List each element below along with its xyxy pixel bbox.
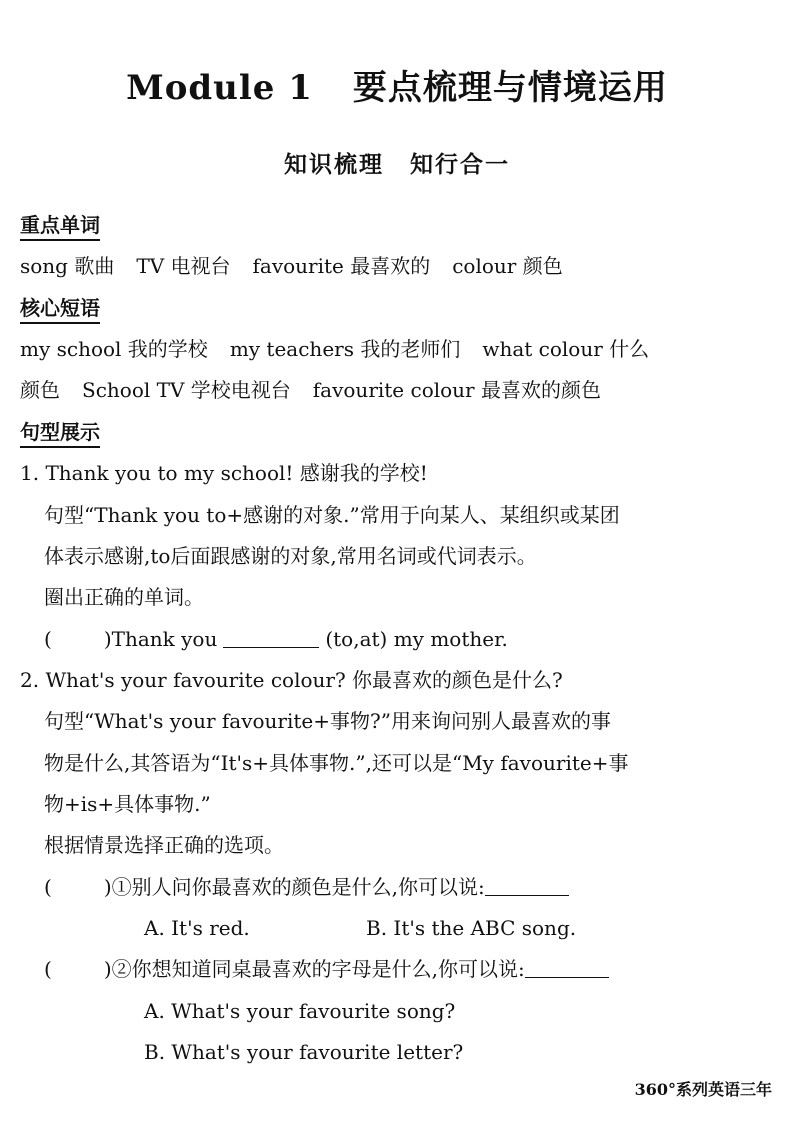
phrase-item: what colour 什么 bbox=[482, 337, 650, 361]
option-1b: B. It's the ABC song. bbox=[366, 916, 577, 940]
key-words-line bbox=[20, 253, 563, 279]
phrase-item: 颜色 bbox=[20, 378, 60, 402]
sentence-1-question bbox=[44, 626, 508, 652]
sentence-2-question-2 bbox=[44, 956, 609, 982]
title-module: Module 1 bbox=[126, 68, 313, 108]
subtitle-right: 知行合一 bbox=[410, 151, 510, 178]
section-subtitle bbox=[0, 146, 794, 179]
sentence-1-title: 1. Thank you to my school! 感谢我的学校! bbox=[20, 461, 428, 485]
sentence-2-title: 2. What's your favourite colour? 你最喜欢的颜色是什么? bbox=[20, 668, 563, 692]
fill-blank[interactable] bbox=[525, 959, 609, 978]
heading-sentence-patterns: 句型展示 bbox=[20, 420, 100, 448]
word-item: colour 颜色 bbox=[452, 254, 563, 278]
sentence-1-explain-2: 体表示感谢,to后面跟感谢的对象,常用名词或代词表示。 bbox=[44, 544, 537, 568]
question-text: )Thank you bbox=[103, 627, 218, 651]
heading-core-phrases: 核心短语 bbox=[20, 296, 100, 324]
title-chinese: 要点梳理与情境运用 bbox=[352, 68, 668, 108]
question-text: )①别人问你最喜欢的颜色是什么,你可以说: bbox=[103, 875, 485, 899]
phrase-item: my teachers 我的老师们 bbox=[229, 337, 461, 361]
fill-blank[interactable] bbox=[485, 877, 569, 896]
sentence-2-explain-2: 物是什么,其答语为“It's+具体事物.”,还可以是“My favourite+事 bbox=[44, 751, 629, 775]
option-2b: B. What's your favourite letter? bbox=[144, 1040, 464, 1064]
heading-key-words: 重点单词 bbox=[20, 213, 100, 241]
option-2a: A. What's your favourite song? bbox=[144, 999, 456, 1023]
word-item: favourite 最喜欢的 bbox=[252, 254, 431, 278]
phrase-item: my school 我的学校 bbox=[20, 337, 208, 361]
word-item: song 歌曲 bbox=[20, 254, 115, 278]
sentence-1-explain-1: 句型“Thank you to+感谢的对象.”常用于向某人、某组织或某团 bbox=[44, 503, 620, 527]
sentence-2-explain-1: 句型“What's your favourite+事物?”用来询问别人最喜欢的事 bbox=[44, 709, 611, 733]
phrases-line-1 bbox=[20, 336, 649, 362]
phrases-line-2 bbox=[20, 377, 601, 403]
sentence-1-task: 圈出正确的单词。 bbox=[44, 585, 204, 609]
answer-paren-open: ( bbox=[44, 875, 52, 899]
option-1a: A. It's red. bbox=[144, 916, 250, 940]
phrase-item: favourite colour 最喜欢的颜色 bbox=[312, 378, 601, 402]
sentence-2-task: 根据情景选择正确的选项。 bbox=[44, 833, 284, 857]
answer-paren-open: ( bbox=[44, 627, 52, 651]
sentence-2-question-1 bbox=[44, 874, 569, 900]
subtitle-left: 知识梳理 bbox=[284, 151, 384, 178]
question-text: )②你想知道同桌最喜欢的字母是什么,你可以说: bbox=[103, 957, 525, 981]
page-footer: 360°系列英语三年 bbox=[634, 1080, 772, 1099]
question-options: (to,at) my mother. bbox=[325, 627, 508, 651]
word-item: TV 电视台 bbox=[136, 254, 231, 278]
phrase-item: School TV 学校电视台 bbox=[82, 378, 291, 402]
page-title bbox=[0, 60, 794, 109]
sentence-2-explain-3: 物+is+具体事物.” bbox=[44, 792, 211, 816]
answer-paren-open: ( bbox=[44, 957, 52, 981]
fill-blank[interactable] bbox=[223, 629, 319, 648]
